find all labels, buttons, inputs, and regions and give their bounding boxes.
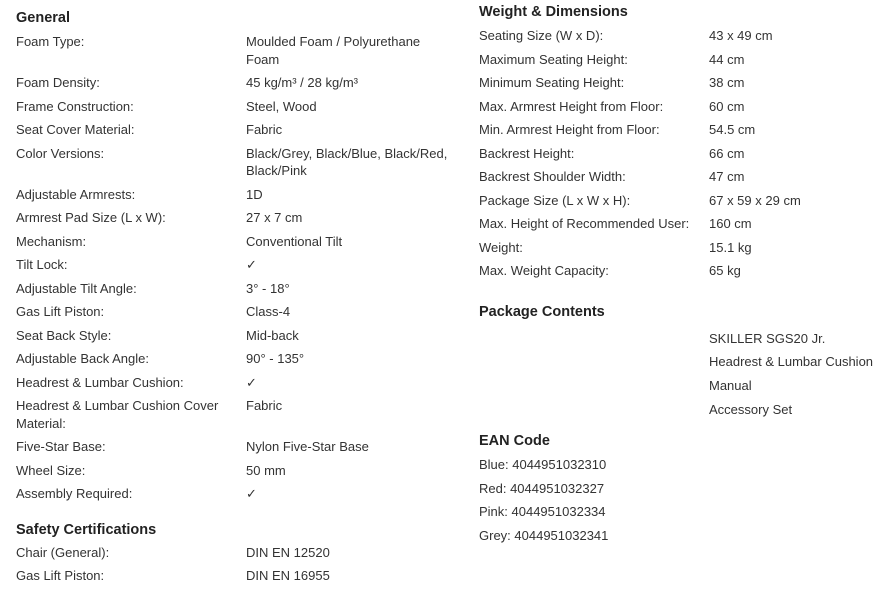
- spec-row: [479, 239, 879, 257]
- safety-title: Safety Certifications: [16, 521, 157, 538]
- spec-value: Conventional Tilt: [246, 233, 343, 249]
- spec-label: Headrest & Lumbar Cushion Cover Material:: [16, 398, 219, 431]
- spec-value: 43 x 49 cm: [709, 28, 773, 43]
- right-column: [479, 0, 879, 551]
- spec-label: Frame Construction:: [16, 98, 134, 114]
- spec-row: [16, 74, 461, 92]
- spec-row: [16, 327, 461, 345]
- spec-row: [16, 303, 461, 321]
- spec-row: [479, 192, 879, 210]
- spec-value: ✓: [246, 257, 257, 272]
- spec-label: Max. Weight Capacity:: [479, 263, 609, 278]
- spec-row: [16, 438, 461, 456]
- spec-label: Max. Armrest Height from Floor:: [479, 98, 664, 114]
- package-contents-title: Package Contents: [479, 303, 605, 320]
- spec-row: [479, 215, 879, 233]
- spec-label: Seat Cover Material:: [16, 122, 135, 137]
- spec-label: Wheel Size:: [16, 462, 86, 478]
- spec-value: ✓: [246, 486, 257, 501]
- spec-row: [479, 262, 879, 280]
- spec-value: 67 x 59 x 29 cm: [709, 192, 801, 208]
- spec-label: Chair (General):: [16, 544, 110, 560]
- spec-value: Black/Grey, Black/Blue, Black/Red, Black/Pink: [246, 145, 448, 178]
- spec-value: 60 cm: [709, 98, 745, 114]
- spec-value: 45 kg/m³ / 28 kg/m³: [246, 75, 358, 90]
- ean-code-title: EAN Code: [479, 433, 550, 450]
- weight-dimensions-title: Weight & Dimensions: [479, 4, 628, 20]
- spec-row: [16, 280, 461, 298]
- spec-label: Foam Type:: [16, 34, 85, 49]
- spec-row: [479, 98, 879, 116]
- spec-row: [16, 374, 461, 392]
- spec-label: Gas Lift Piston:: [16, 568, 105, 583]
- spec-row: [16, 33, 461, 68]
- package-content-item: Manual: [709, 377, 752, 393]
- spec-value: 50 mm: [246, 462, 286, 478]
- spec-value: 27 x 7 cm: [246, 210, 303, 225]
- package-content-item: Headrest & Lumbar Cushion: [709, 354, 874, 370]
- spec-value: Moulded Foam / Polyurethane Foam: [246, 34, 421, 67]
- spec-label: Color Versions:: [16, 145, 105, 161]
- spec-label: Gas Lift Piston:: [16, 304, 105, 319]
- spec-row: [479, 168, 879, 186]
- spec-label: Seat Back Style:: [16, 327, 112, 343]
- spec-row: [16, 98, 461, 116]
- spec-label: Armrest Pad Size (L x W):: [16, 210, 166, 225]
- spec-row: [479, 51, 879, 69]
- ean-code-item: Red: 4044951032327: [479, 480, 605, 496]
- spec-value: 44 cm: [709, 51, 745, 67]
- left-column: [16, 0, 461, 591]
- spec-label: Adjustable Back Angle:: [16, 351, 149, 366]
- spec-label: Tilt Lock:: [16, 257, 68, 272]
- spec-row: [16, 485, 461, 503]
- spec-row: [479, 74, 879, 92]
- ean-code-list: [479, 456, 879, 545]
- spec-value: 90° - 135°: [246, 351, 305, 366]
- spec-row: [479, 145, 879, 163]
- spec-row: [16, 397, 461, 432]
- general-title: General: [16, 10, 70, 26]
- spec-value: Fabric: [246, 122, 283, 137]
- general-spec-list: [16, 33, 461, 503]
- spec-label: Backrest Shoulder Width:: [479, 169, 626, 184]
- spec-value: 54.5 cm: [709, 122, 756, 137]
- spec-label: Backrest Height:: [479, 145, 575, 161]
- spec-row: [16, 350, 461, 368]
- spec-row: [16, 567, 461, 585]
- package-content-item: SKILLER SGS20 Jr.: [709, 330, 826, 346]
- spec-label: Minimum Seating Height:: [479, 75, 625, 90]
- package-content-item: Accessory Set: [709, 401, 793, 417]
- spec-label: Max. Height of Recommended User:: [479, 216, 690, 231]
- spec-label: Adjustable Tilt Angle:: [16, 280, 137, 296]
- spec-value: 66 cm: [709, 145, 745, 161]
- spec-row: [16, 121, 461, 139]
- safety-spec-list: [16, 544, 461, 585]
- spec-row: [16, 186, 461, 204]
- spec-value: DIN EN 16955: [246, 568, 330, 583]
- package-contents-list: [479, 330, 879, 419]
- spec-value: Mid-back: [246, 327, 299, 343]
- spec-value: 15.1 kg: [709, 239, 752, 255]
- ean-code-item: Grey: 4044951032341: [479, 528, 609, 544]
- spec-value: Nylon Five-Star Base: [246, 439, 369, 454]
- ean-code-item: Pink: 4044951032334: [479, 504, 606, 520]
- spec-value: 160 cm: [709, 216, 752, 231]
- spec-label: Adjustable Armrests:: [16, 186, 136, 202]
- spec-value: Steel, Wood: [246, 98, 317, 114]
- spec-label: Min. Armrest Height from Floor:: [479, 122, 660, 137]
- spec-row: [479, 27, 879, 45]
- spec-label: Headrest & Lumbar Cushion:: [16, 374, 184, 390]
- spec-label: Weight:: [479, 239, 523, 255]
- spec-label: Foam Density:: [16, 75, 100, 90]
- spec-value: Class-4: [246, 304, 291, 319]
- spec-value: 1D: [246, 186, 263, 202]
- spec-row: [16, 256, 461, 274]
- spec-row: [16, 233, 461, 251]
- spec-row: [16, 145, 461, 180]
- spec-row: [16, 209, 461, 227]
- spec-label: Package Size (L x W x H):: [479, 192, 631, 208]
- spec-label: Maximum Seating Height:: [479, 51, 628, 67]
- spec-value: 38 cm: [709, 75, 745, 90]
- spec-value: 47 cm: [709, 169, 745, 184]
- spec-value: Fabric: [246, 398, 283, 413]
- spec-label: Five-Star Base:: [16, 439, 106, 454]
- spec-row: [479, 121, 879, 139]
- spec-value: 65 kg: [709, 263, 741, 278]
- spec-row: [16, 544, 461, 562]
- spec-value: DIN EN 12520: [246, 544, 330, 560]
- weight-spec-list: [479, 27, 879, 280]
- spec-value: ✓: [246, 374, 257, 390]
- spec-label: Seating Size (W x D):: [479, 28, 604, 43]
- spec-label: Mechanism:: [16, 233, 87, 249]
- ean-code-item: Blue: 4044951032310: [479, 457, 607, 473]
- spec-label: Assembly Required:: [16, 486, 133, 501]
- spec-value: 3° - 18°: [246, 280, 290, 296]
- spec-row: [16, 462, 461, 480]
